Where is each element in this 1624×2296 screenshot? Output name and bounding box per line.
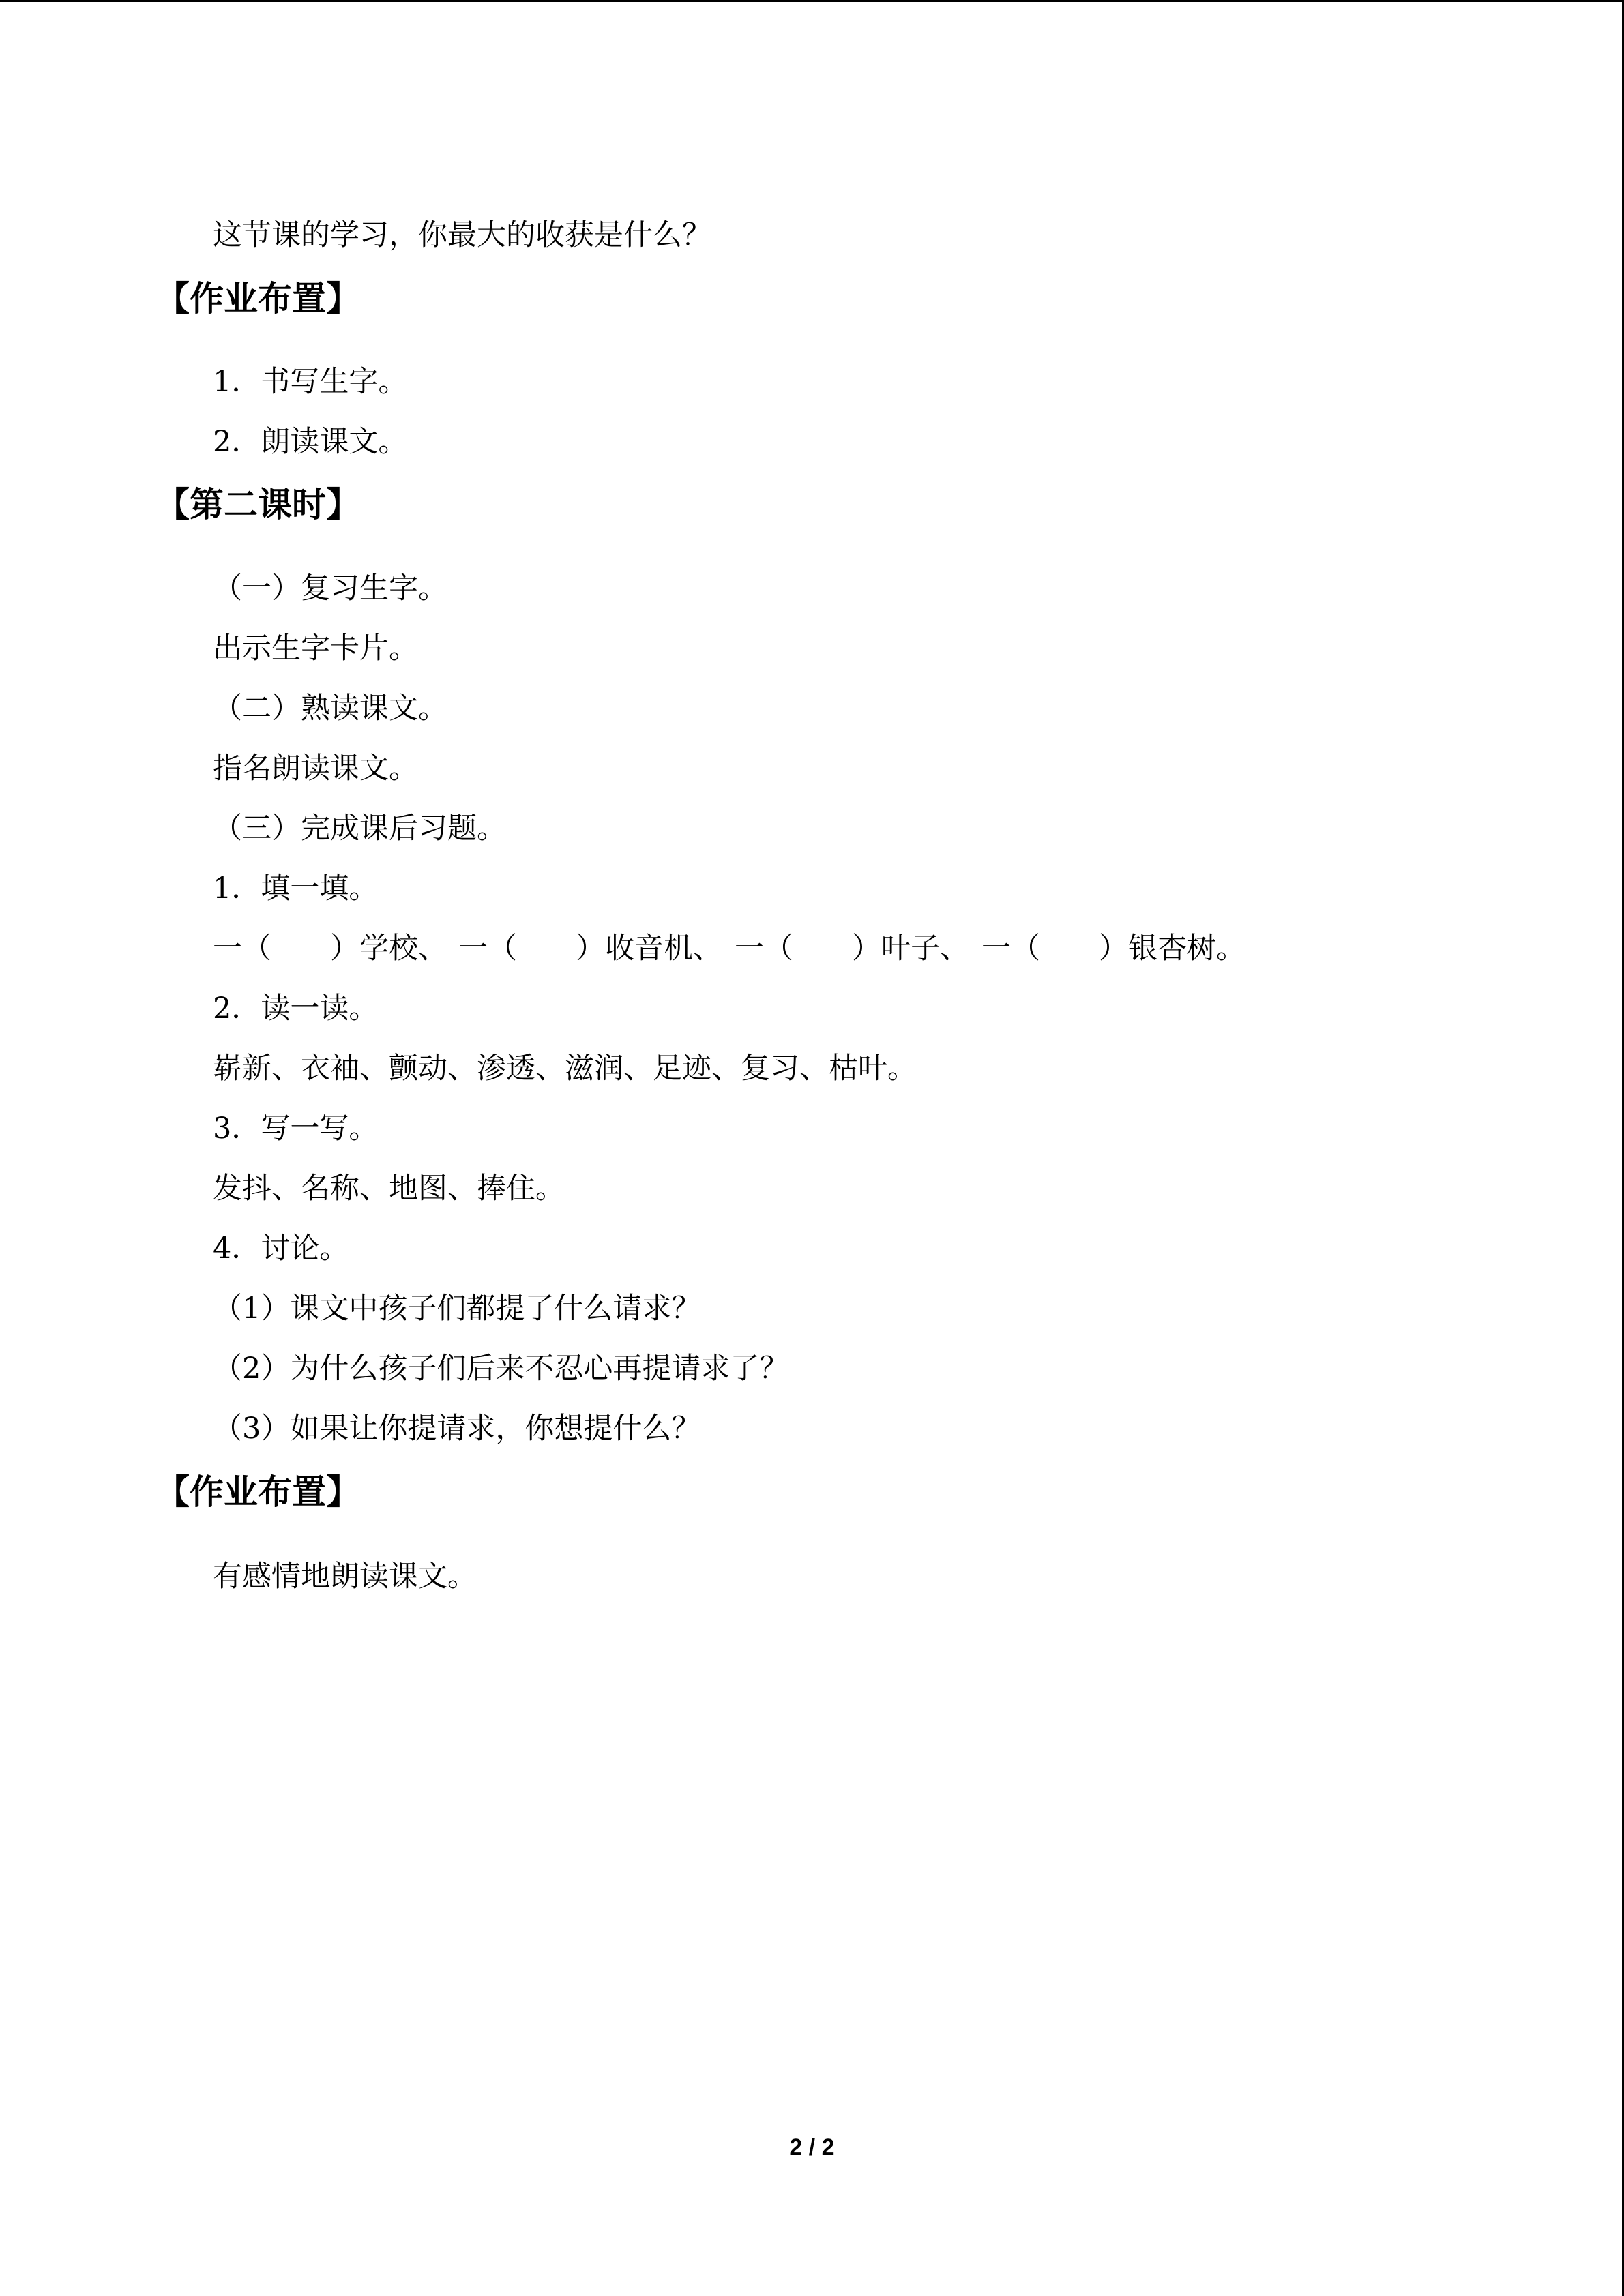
- page-number: 2 / 2: [789, 2134, 835, 2160]
- blank-item-school: 一（ ）学校、: [213, 931, 447, 966]
- homework-1-item-1: 1．书写生字。: [213, 365, 408, 399]
- homework-2-item: 有感情地朗读课文。: [213, 1560, 477, 1594]
- exercise-1-title: 1．填一填。: [213, 871, 379, 906]
- blank-item-ginkgo: 一（ ）银杏树。: [981, 931, 1245, 966]
- homework-heading-2: 【作业布置】: [156, 1472, 360, 1512]
- homework-1-item-2: 2．朗读课文。: [213, 425, 408, 459]
- exercise-3-title: 3．写一写。: [213, 1112, 379, 1146]
- discussion-question-3: （3）如果让你提请求，你想提什么？: [213, 1412, 701, 1446]
- step-2-title: （二）熟读课文。: [213, 691, 447, 726]
- exercise-3-body: 发抖、名称、地图、捧住。: [213, 1172, 565, 1206]
- step-1-title: （一）复习生字。: [213, 571, 447, 606]
- page-top-border: [0, 0, 1624, 2]
- second-lesson-heading: 【第二课时】: [156, 485, 360, 524]
- step-3-title: （三）完成课后习题。: [213, 811, 506, 846]
- step-2-body: 指名朗读课文。: [213, 751, 418, 786]
- exercise-4-title: 4．讨论。: [213, 1232, 349, 1266]
- homework-heading-1: 【作业布置】: [156, 279, 360, 318]
- blank-item-leaf: 一（ ）叶子、: [735, 931, 969, 966]
- discussion-question-2: （2）为什么孩子们后来不忍心再提请求了？: [213, 1352, 789, 1386]
- discussion-question-1: （1）课文中孩子们都提了什么请求？: [213, 1292, 701, 1326]
- step-1-body: 出示生字卡片。: [213, 631, 418, 666]
- exercise-2-title: 2．读一读。: [213, 992, 379, 1026]
- blank-item-radio: 一（ ）收音机、: [458, 931, 722, 966]
- exercise-2-body: 崭新、衣袖、颤动、渗透、滋润、足迹、复习、枯叶。: [213, 1052, 917, 1086]
- intro-question: 这节课的学习，你最大的收获是什么？: [213, 218, 711, 252]
